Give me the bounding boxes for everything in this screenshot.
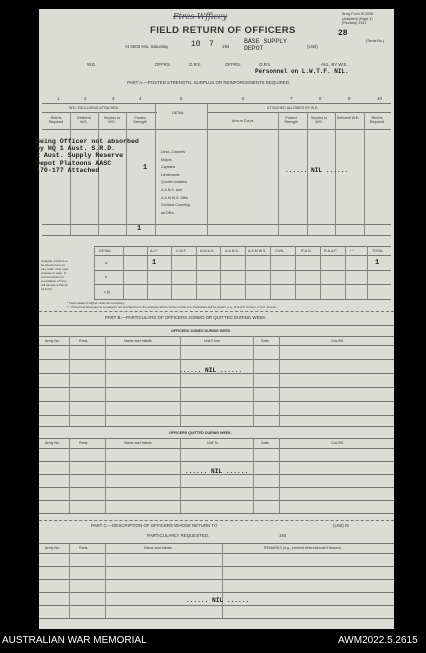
rule xyxy=(253,336,254,426)
rule xyxy=(94,246,391,247)
rule xyxy=(39,426,394,427)
rule xyxy=(39,513,394,514)
header-month: 7 xyxy=(209,40,214,49)
rule xyxy=(207,103,208,235)
analysis-header: DETAIL xyxy=(99,249,112,253)
col-number: 10 xyxy=(377,96,382,101)
rule xyxy=(155,103,156,235)
typed-note xyxy=(36,138,139,174)
col-header-surplus: Surplus to W.E. xyxy=(103,116,121,124)
joined-header: Rank. xyxy=(79,339,89,343)
offrs2-label: OFFRS. xyxy=(225,62,242,67)
header-day: 10 xyxy=(191,40,201,49)
rule xyxy=(42,235,391,236)
part-c-title: PART C.—DESCRIPTION OF OFFICERS WHOSE RETURN TO xyxy=(91,523,218,528)
rule xyxy=(39,345,394,346)
rule xyxy=(295,246,296,299)
typed-note-line: Depot Platoons AASC xyxy=(36,159,112,167)
posted-strength-value: 1 xyxy=(143,164,148,172)
col-number: 2 xyxy=(84,96,87,101)
detail-list xyxy=(161,149,190,217)
rule xyxy=(39,387,394,388)
part-c-header: Name and Initials. xyxy=(144,546,173,550)
part-c-header: REMARKS (e.g., present whereabouts if known). xyxy=(264,546,342,550)
col-header-posted: Posted Strength xyxy=(133,116,147,124)
footer-bar xyxy=(0,632,426,653)
col-header-detail: DETAIL xyxy=(172,111,185,115)
rule xyxy=(42,224,391,225)
joined-header: Army No. xyxy=(45,339,60,343)
form-ref-line3: (Revised) 1941 xyxy=(342,21,367,26)
serial-number: 28 xyxy=(338,29,348,38)
part-b-title: PART B.—PARTICULARS OF OFFICERS JOINED OR QUITTED DURING WEEK. xyxy=(105,315,267,320)
analysis-header: A.A.N.S. xyxy=(225,249,239,253)
col-number: 9 xyxy=(348,96,351,101)
part-c-header: Army No. xyxy=(45,546,60,550)
rule xyxy=(94,284,391,285)
ors2-label: O.R's. xyxy=(259,62,272,67)
serial-label: (Serial No.) xyxy=(366,39,385,43)
analysis-header: A.W.A.S. xyxy=(200,249,215,253)
analysis-header: R.A.N. xyxy=(301,249,312,253)
part-c-unit-suffix: (Unit) IS xyxy=(333,523,350,528)
detail-row: Lieutenants xyxy=(161,172,180,177)
rule xyxy=(42,129,391,130)
rule xyxy=(39,566,394,567)
col-number: 3 xyxy=(112,96,115,101)
joined-header: Unit From. xyxy=(204,339,221,343)
rule xyxy=(279,336,280,426)
rule xyxy=(94,255,391,256)
rule xyxy=(253,438,254,513)
rule xyxy=(39,618,394,619)
rule xyxy=(39,553,394,554)
personnel-typed: Personnel on L.W.T.F. NIL. xyxy=(255,68,349,75)
rule xyxy=(39,543,394,544)
offrs-label: OFFRS. xyxy=(155,62,172,67)
quitted-header: Army No. xyxy=(45,441,60,445)
typed-note-line: Being Officer not absorbed xyxy=(36,138,139,145)
analysis-header: R.A.A.F. xyxy=(324,249,338,253)
col-number: 4 xyxy=(139,96,142,101)
rule xyxy=(270,246,271,299)
rule xyxy=(39,487,394,488)
col-header-deficient: Deficient W.E. xyxy=(77,116,91,124)
form-ref-line2: (Adapted) (Page 1) xyxy=(342,16,373,21)
col-number: 8 xyxy=(319,96,322,101)
joined-title: OFFICERS JOINED DURING WEEK xyxy=(171,329,231,333)
part-a-title: PART A.—POSTED STRENGTH, SURPLUS OR REINFORCEMENTS REQUIRED. xyxy=(127,80,291,85)
part-c-particularly: PARTICULARLY REQUESTED. xyxy=(147,533,210,538)
typed-note-line: by HQ 1 Aust. S.R.D. xyxy=(36,145,116,153)
joined-header: Date. xyxy=(261,339,270,343)
rule xyxy=(171,246,172,299)
rule xyxy=(94,299,391,300)
total-row-value: 1 xyxy=(137,225,142,233)
quitted-header: Name and Initials. xyxy=(124,441,153,445)
handwritten-title: Ftres Wfficey xyxy=(173,12,228,21)
part-c-nil: ...... NIL ...... xyxy=(186,597,250,604)
header-year: 194 xyxy=(222,44,230,49)
rule xyxy=(94,270,391,271)
header-unit-typed: BASE SUPPLY DEPOT xyxy=(244,38,287,52)
rule xyxy=(105,336,106,426)
rule xyxy=(123,246,124,299)
analysis-header: A.A.M.W.S. xyxy=(248,249,267,253)
group-header-right: ATTACHED ALLOWED BY W.E. xyxy=(267,106,319,110)
rule xyxy=(279,438,280,513)
quitted-nil: ...... NIL ...... xyxy=(185,468,249,475)
col-header-deficient2: Deficient W.E. xyxy=(336,116,360,120)
rule xyxy=(69,336,70,426)
ors-label: O.R's. xyxy=(189,62,202,67)
quitted-header: Unit To. xyxy=(207,441,220,445)
col-header-arm: Arm or Corps xyxy=(232,119,254,123)
rule xyxy=(320,246,321,299)
rule xyxy=(147,246,148,299)
rule xyxy=(278,112,279,235)
rule xyxy=(196,246,197,299)
col-number: 7 xyxy=(290,96,293,101)
form-reference xyxy=(342,12,373,26)
rule xyxy=(105,543,106,618)
rule xyxy=(364,112,365,235)
detail-row: Lieut.-Colonels xyxy=(161,150,185,154)
analysis-total-value: 1 xyxy=(375,259,380,267)
analysis-header: TOTAL xyxy=(372,249,384,253)
rule xyxy=(39,605,394,606)
rule xyxy=(42,103,391,104)
col-header-reints: Rein'ts Required xyxy=(48,116,64,124)
analysis-row-label: a. xyxy=(105,261,108,265)
page-title: FIELD RETURN OF OFFICERS xyxy=(150,25,296,36)
footer-right: AWM2022.5.2615 xyxy=(338,635,418,646)
rule xyxy=(39,415,394,416)
rule xyxy=(39,579,394,580)
header-at-text: At 0600 Hrs. Saturday xyxy=(125,44,169,49)
detail-row: Majors xyxy=(161,157,172,162)
rule xyxy=(367,246,368,299)
rule xyxy=(69,543,70,618)
rule xyxy=(39,359,394,360)
rule xyxy=(39,311,394,312)
detail-row: Civilians Counting xyxy=(161,203,190,208)
joined-header: CAUSE. xyxy=(331,339,345,343)
rule xyxy=(180,336,181,426)
col-number: 6 xyxy=(242,96,245,101)
analysis-note: Analysis of Part A to be shown here for ALL units. Only units produce in case. (1 of Instructions for compilation of form will sample a Part E (II & III)) xyxy=(41,259,69,291)
typed-note-line: 170-177 Attached xyxy=(36,166,100,174)
nil-marker: ...... NIL ...... xyxy=(285,167,349,174)
col-number: 1 xyxy=(57,96,60,101)
rule xyxy=(69,438,70,513)
rule xyxy=(105,438,106,513)
footnote: * Insert detail of Higher ranks as necessary. xyxy=(67,301,125,305)
col-header-surplus2: Surplus to W.E. xyxy=(310,116,328,124)
analysis-row-label: b. xyxy=(105,275,108,279)
analysis-row-label: c.(i) xyxy=(104,290,110,294)
part-c-year: 194 xyxy=(279,533,287,538)
rule xyxy=(245,246,246,299)
detail-row: Captains xyxy=(161,165,176,170)
rule xyxy=(220,246,221,299)
col-header-reints2: Rein'ts Required xyxy=(369,116,385,124)
analysis-header: * * xyxy=(350,249,354,253)
analysis-header: CIVIL. xyxy=(275,249,285,253)
col-number: 5 xyxy=(180,96,183,101)
rule xyxy=(42,112,157,113)
we-label: W.E. xyxy=(87,62,97,67)
footnote: † * Personnel belonging to a category not provided for in the analysis will be shown in this Col. Particulars will be shown, e.g., R.N.Z.A. Forces, U.S.A. Forces. xyxy=(67,305,277,309)
footer-left: AUSTRALIAN WAR MEMORIAL xyxy=(2,635,147,646)
rule xyxy=(39,325,394,326)
analysis-header: C.M.F. xyxy=(176,249,187,253)
header-unit-label: (Unit) xyxy=(307,44,318,49)
typed-note-line: 2 Aust. Supply Reserve xyxy=(36,152,124,160)
rule xyxy=(39,401,394,402)
form-sheet xyxy=(36,9,394,629)
rule xyxy=(39,461,394,462)
detail-row: A.A.M.W.S. Offrs xyxy=(161,195,189,200)
rule xyxy=(39,438,394,439)
rule xyxy=(94,246,95,299)
part-c-header: Rank. xyxy=(79,546,89,550)
quitted-header: Rank. xyxy=(79,441,89,445)
rule xyxy=(39,448,394,449)
rule xyxy=(39,592,394,593)
detail-row: A.A.N.S. and xyxy=(161,187,182,192)
group-header-left: W.E. EXCLUDING ATTACHED. xyxy=(69,106,120,110)
quitted-header: CAUSE. xyxy=(331,441,345,445)
joined-nil: ...... NIL ...... xyxy=(179,367,243,374)
analysis-header: A.I.F. xyxy=(150,249,159,253)
detail-row: as Offrs. xyxy=(161,210,175,215)
rule xyxy=(39,336,394,337)
rule xyxy=(345,246,346,299)
rule xyxy=(180,438,181,513)
quitted-header: Date. xyxy=(261,441,270,445)
rule xyxy=(39,520,394,521)
joined-header: Name and Initials. xyxy=(124,339,153,343)
form-ref-line1: Army Form W.3008 xyxy=(342,12,373,16)
rule xyxy=(222,543,223,618)
analysis-aif-value: 1 xyxy=(152,259,157,267)
detail-row: Quarter-masters xyxy=(161,180,188,185)
rule xyxy=(39,500,394,501)
col-header-posted2: Posted Strength xyxy=(284,116,298,124)
avl-label: AVL. BY W.E. xyxy=(321,62,348,67)
quitted-title: OFFICERS QUITTED DURING WEEK. xyxy=(169,431,232,435)
